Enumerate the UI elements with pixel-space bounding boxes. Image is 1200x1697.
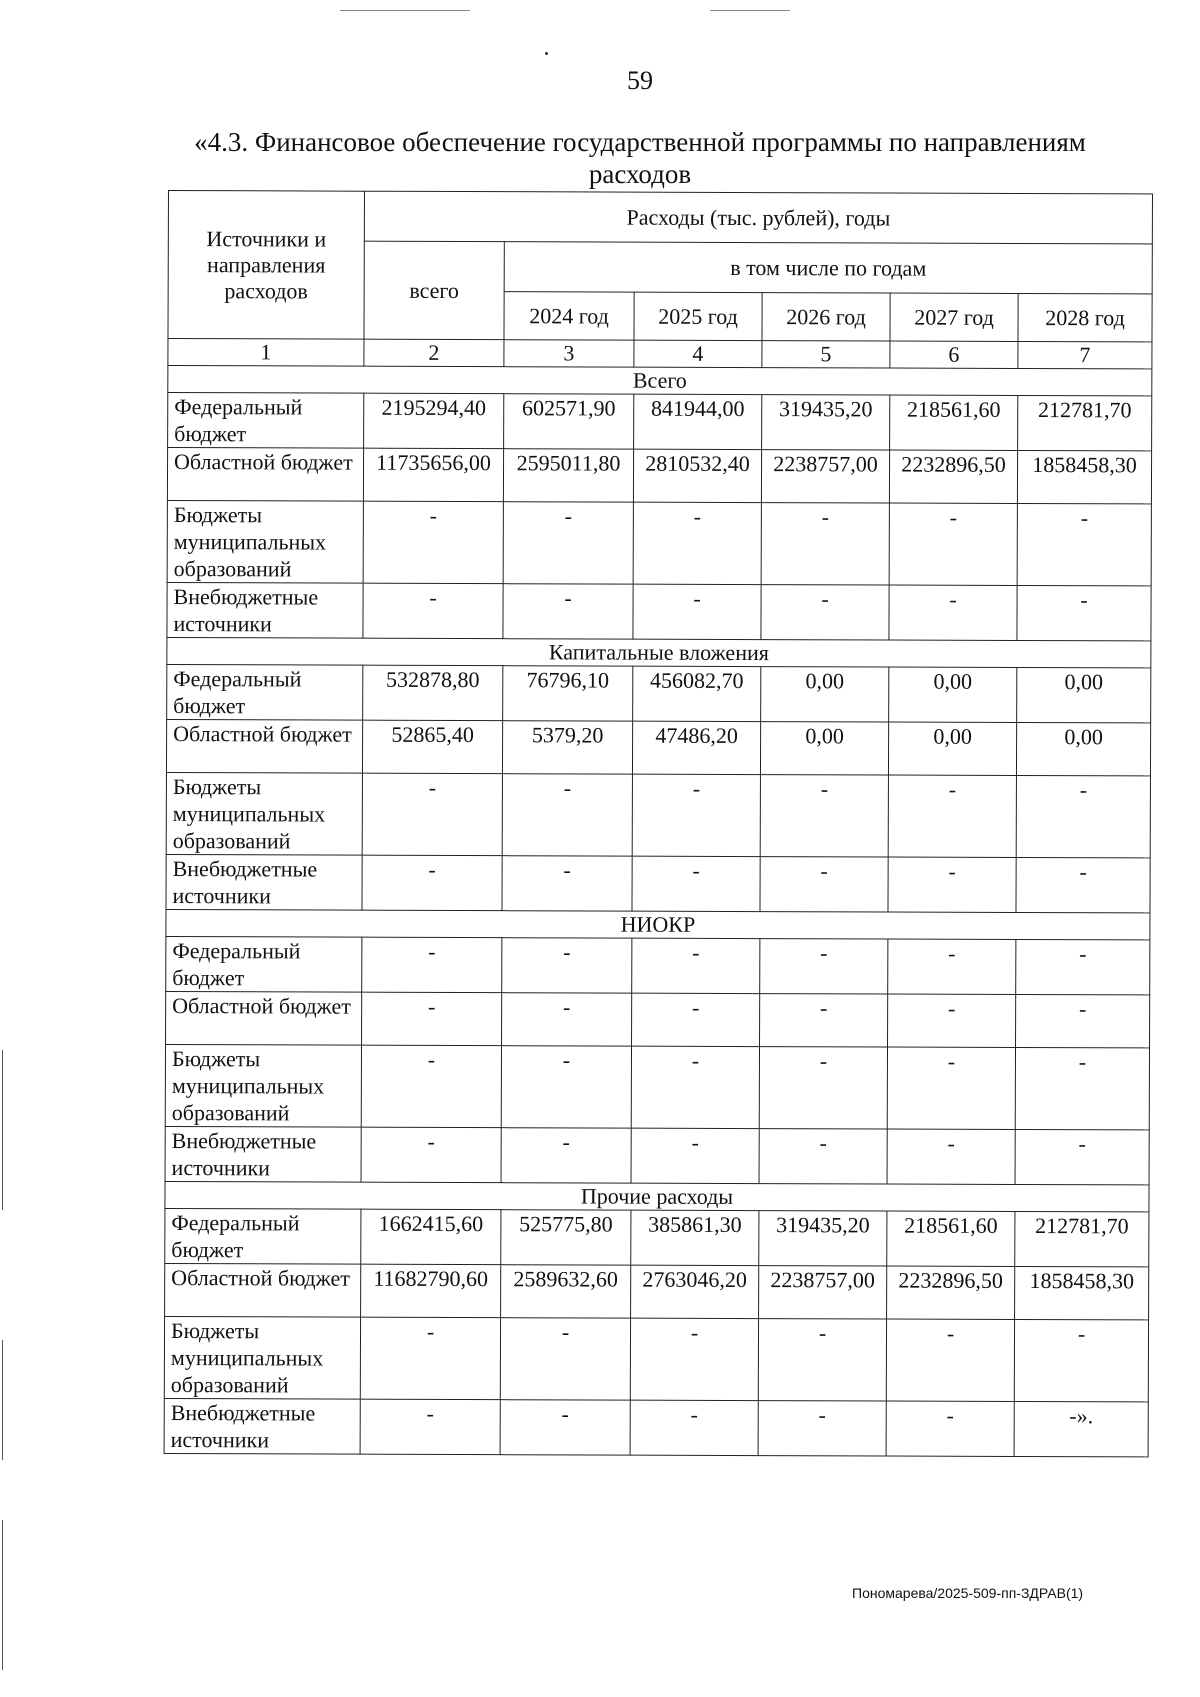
source-label: Федеральный бюджет xyxy=(166,936,362,992)
value-cell: 2763046,20 xyxy=(631,1265,759,1318)
value-cell: - xyxy=(759,1129,887,1184)
table-row xyxy=(165,1126,1149,1184)
source-label: Областной бюджет xyxy=(165,1263,361,1317)
value-cell: - xyxy=(502,774,632,856)
value-cell: 319435,20 xyxy=(762,395,890,450)
value-cell: - xyxy=(758,1401,886,1456)
value-cell: - xyxy=(630,1400,758,1455)
value-cell: - xyxy=(759,1047,887,1129)
source-label: Федеральный бюджет xyxy=(168,393,364,449)
section-title-cell: НИОКР xyxy=(166,909,1150,939)
value-cell: -». xyxy=(1014,1401,1148,1456)
source-label: Внебюджетные источники xyxy=(167,582,363,638)
value-cell: 525775,80 xyxy=(501,1210,631,1265)
value-cell: - xyxy=(887,1129,1015,1184)
value-cell: - xyxy=(888,994,1016,1047)
value-cell: 212781,70 xyxy=(1015,1211,1149,1266)
value-cell: - xyxy=(887,1047,1015,1129)
source-label: Внебюджетные источники xyxy=(165,1126,361,1182)
value-cell: 2232896,50 xyxy=(889,450,1017,503)
value-cell: - xyxy=(1014,1319,1148,1401)
value-cell: - xyxy=(888,775,1016,857)
column-number: 2 xyxy=(364,339,504,366)
value-cell: - xyxy=(1015,1047,1149,1129)
column-number: 7 xyxy=(1018,341,1152,368)
document-reference: Пономарева/2025-509-пп-ЗДРАВ(1) xyxy=(852,1585,1084,1601)
table-row xyxy=(166,936,1150,994)
value-cell: 0,00 xyxy=(760,722,888,775)
column-number: 5 xyxy=(762,341,890,368)
scan-edge-top-right xyxy=(710,10,790,11)
column-number: 6 xyxy=(890,341,1018,368)
value-cell: - xyxy=(632,774,760,856)
table-row xyxy=(167,448,1151,504)
value-cell: 1858458,30 xyxy=(1015,1266,1149,1319)
value-cell: - xyxy=(1016,994,1150,1047)
value-cell: 212781,70 xyxy=(1018,395,1152,450)
column-number: 1 xyxy=(168,339,364,367)
value-cell: - xyxy=(760,939,888,994)
value-cell: 5379,20 xyxy=(502,721,632,774)
value-cell: - xyxy=(631,1046,759,1128)
value-cell: 1858458,30 xyxy=(1017,450,1151,503)
table-row xyxy=(166,854,1150,912)
value-cell: - xyxy=(500,1318,630,1400)
scan-speck xyxy=(545,52,548,55)
value-cell: - xyxy=(631,1128,759,1183)
value-cell: - xyxy=(633,502,761,584)
value-cell: - xyxy=(362,992,502,1045)
header-expenses: Расходы (тыс. рублей), годы xyxy=(364,191,1152,244)
value-cell: - xyxy=(360,1399,500,1454)
header-sources: Источники и направления расходов xyxy=(168,191,365,340)
table-row xyxy=(167,664,1151,722)
value-cell: - xyxy=(632,856,760,911)
value-cell: 2232896,50 xyxy=(887,1266,1015,1319)
header-year-2025: 2025 год xyxy=(634,292,762,340)
source-label: Бюджеты муниципальных образований xyxy=(167,500,363,583)
scan-edge-left-mid xyxy=(2,1340,3,1460)
value-cell: - xyxy=(501,1046,631,1128)
value-cell: - xyxy=(1016,939,1150,994)
value-cell: 11735656,00 xyxy=(363,448,503,501)
scan-edge-left-upper xyxy=(2,1050,3,1210)
value-cell: - xyxy=(889,503,1017,585)
value-cell: 319435,20 xyxy=(759,1211,887,1266)
value-cell: - xyxy=(502,938,632,993)
source-label: Бюджеты муниципальных образований xyxy=(166,772,362,855)
table-row xyxy=(164,1316,1148,1401)
value-cell: 52865,40 xyxy=(362,720,502,773)
section-header-row xyxy=(167,637,1151,667)
value-cell: - xyxy=(758,1319,886,1401)
table-row xyxy=(165,1044,1149,1129)
value-cell: - xyxy=(1015,1129,1149,1184)
header-total: всего xyxy=(364,241,504,339)
value-cell: 218561,60 xyxy=(887,1211,1015,1266)
value-cell: - xyxy=(500,1400,630,1455)
value-cell: - xyxy=(760,775,888,857)
value-cell: 76796,10 xyxy=(503,666,633,721)
column-numbers-row xyxy=(168,339,1152,369)
value-cell: 456082,70 xyxy=(633,666,761,721)
value-cell: 0,00 xyxy=(761,667,889,722)
value-cell: 0,00 xyxy=(889,667,1017,722)
value-cell: 2195294,40 xyxy=(364,393,504,448)
value-cell: - xyxy=(760,994,888,1047)
table-row xyxy=(167,582,1151,640)
value-cell: - xyxy=(633,584,761,639)
value-cell: 2810532,40 xyxy=(633,449,761,502)
value-cell: - xyxy=(501,1128,631,1183)
value-cell: 0,00 xyxy=(1017,667,1151,722)
value-cell: 602571,90 xyxy=(504,394,634,449)
value-cell: 0,00 xyxy=(888,722,1016,775)
value-cell: - xyxy=(361,1127,501,1182)
source-label: Бюджеты муниципальных образований xyxy=(164,1316,360,1399)
value-cell: 11682790,60 xyxy=(361,1264,501,1317)
value-cell: - xyxy=(632,993,760,1046)
source-label: Областной бюджет xyxy=(166,991,362,1045)
value-cell: 0,00 xyxy=(1016,722,1150,775)
scan-edge-top xyxy=(340,10,470,11)
table-row xyxy=(166,719,1150,775)
value-cell: 218561,60 xyxy=(890,395,1018,450)
column-number: 3 xyxy=(504,340,634,367)
section-title-cell: Прочие расходы xyxy=(165,1181,1149,1211)
value-cell: - xyxy=(502,856,632,911)
value-cell: - xyxy=(1016,775,1150,857)
value-cell: - xyxy=(1017,585,1151,640)
value-cell: - xyxy=(362,773,502,855)
value-cell: - xyxy=(503,584,633,639)
value-cell: 2589632,60 xyxy=(501,1265,631,1318)
table-row xyxy=(168,393,1152,451)
table-row xyxy=(164,1398,1148,1456)
table-row xyxy=(166,772,1150,857)
value-cell: - xyxy=(1017,503,1151,585)
table-row xyxy=(167,500,1151,585)
value-cell: - xyxy=(888,857,1016,912)
value-cell: - xyxy=(503,502,633,584)
section-title: «4.3. Финансовое обеспечение государственной программы по направлениям расходов xyxy=(194,127,1086,189)
value-cell: - xyxy=(888,939,1016,994)
source-label: Областной бюджет xyxy=(167,448,363,502)
value-cell: - xyxy=(886,1319,1014,1401)
value-cell: 1662415,60 xyxy=(361,1209,501,1264)
section-title-cell: Всего xyxy=(168,366,1152,396)
value-cell: - xyxy=(362,937,502,992)
value-cell: - xyxy=(761,503,889,585)
value-cell: - xyxy=(360,1317,500,1399)
value-cell: 2595011,80 xyxy=(503,449,633,502)
table-row xyxy=(165,1263,1149,1319)
column-number: 4 xyxy=(634,340,762,367)
value-cell: - xyxy=(502,993,632,1046)
value-cell: - xyxy=(361,1045,501,1127)
source-label: Областной бюджет xyxy=(166,719,362,773)
source-label: Внебюджетные источники xyxy=(164,1398,360,1454)
section-title-cell: Капитальные вложения xyxy=(167,637,1151,667)
source-label: Федеральный бюджет xyxy=(165,1208,361,1264)
value-cell: - xyxy=(889,585,1017,640)
table-body xyxy=(164,339,1152,1457)
value-cell: - xyxy=(1016,857,1150,912)
value-cell: - xyxy=(630,1318,758,1400)
value-cell: - xyxy=(761,585,889,640)
table-row xyxy=(166,991,1150,1047)
value-cell: 385861,30 xyxy=(631,1210,759,1265)
header-year-2027: 2027 год xyxy=(890,293,1018,341)
header-by-years: в том числе по годам xyxy=(504,242,1152,294)
scan-edge-left-lower xyxy=(2,1520,3,1670)
value-cell: - xyxy=(363,583,503,638)
value-cell: - xyxy=(632,938,760,993)
header-year-2028: 2028 год xyxy=(1018,293,1152,341)
value-cell: - xyxy=(760,857,888,912)
table-row xyxy=(165,1208,1149,1266)
source-label: Бюджеты муниципальных образований xyxy=(165,1044,361,1127)
value-cell: 47486,20 xyxy=(632,721,760,774)
source-label: Федеральный бюджет xyxy=(167,664,363,720)
value-cell: 2238757,00 xyxy=(759,1266,887,1319)
value-cell: 532878,80 xyxy=(363,665,503,720)
value-cell: - xyxy=(362,855,502,910)
financing-table xyxy=(164,190,1153,1457)
page-number: 59 xyxy=(627,66,653,95)
section-header-row xyxy=(168,366,1152,396)
value-cell: 2238757,00 xyxy=(761,450,889,503)
source-label: Внебюджетные источники xyxy=(166,854,362,910)
value-cell: - xyxy=(886,1401,1014,1456)
header-year-2024: 2024 год xyxy=(504,292,634,340)
header-year-2026: 2026 год xyxy=(762,293,890,341)
value-cell: 841944,00 xyxy=(634,394,762,449)
section-header-row xyxy=(165,1181,1149,1211)
value-cell: - xyxy=(363,501,503,583)
section-header-row xyxy=(166,909,1150,939)
